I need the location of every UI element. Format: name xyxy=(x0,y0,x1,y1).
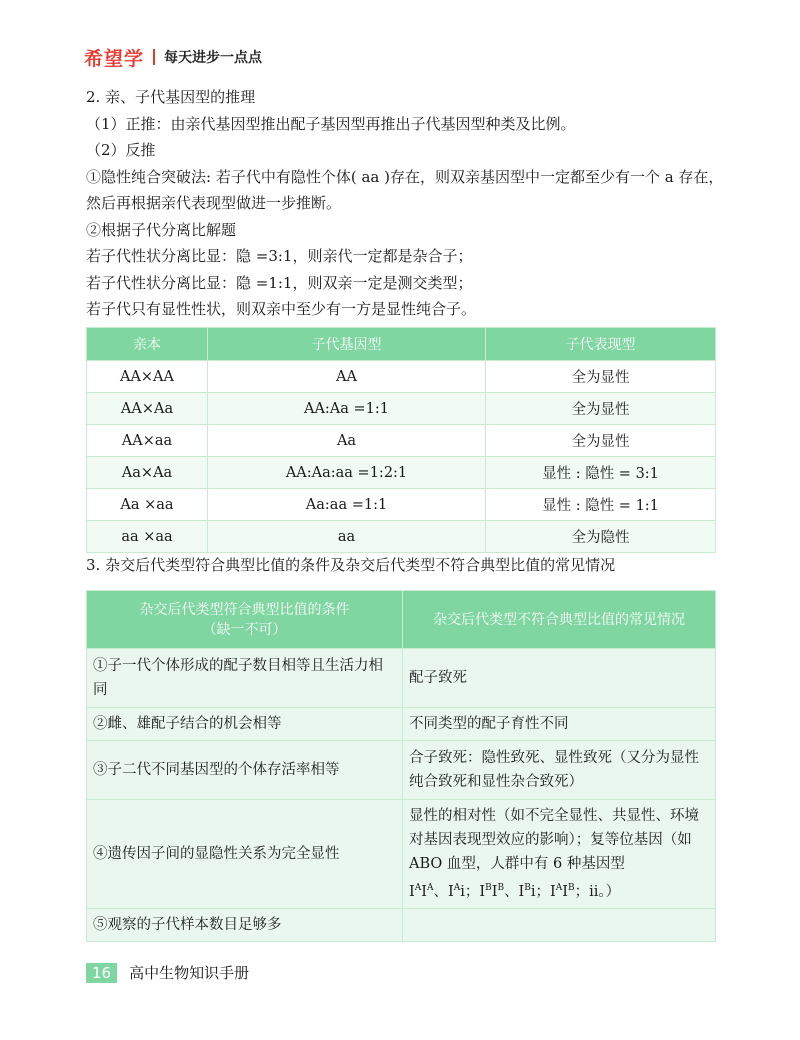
table-row xyxy=(87,800,716,909)
table-cell: 显性 : 隐性 = 3:1 xyxy=(486,457,716,489)
ratio-conditions-table xyxy=(86,590,716,942)
gene-allele: A xyxy=(426,883,434,894)
table-cell: 全为显性 xyxy=(486,425,716,457)
cell-text: 显性的相对性（如不完全显性、共显性、环境对基因表现型效应的影响）；复等位基因（如 ABO 血型，人群中有 6 种基因型 xyxy=(409,808,699,873)
table-cell: 全为显性 xyxy=(486,393,716,425)
table-cell: Aa:aa =1:1 xyxy=(208,489,486,521)
gene-allele: B xyxy=(524,883,531,894)
gene-allele: A xyxy=(453,883,461,894)
table-header: 子代基因型 xyxy=(208,328,486,361)
gene-symbol: I xyxy=(491,883,498,900)
table-cell xyxy=(403,800,716,909)
header-line: 杂交后代类型符合典型比值的条件 xyxy=(139,601,350,618)
table-row xyxy=(87,909,716,942)
page-number: 16 xyxy=(86,963,117,983)
page-footer xyxy=(86,962,249,983)
table-row xyxy=(87,741,716,800)
paragraph: 若子代性状分离比显：隐 =3:1，则亲代一定都是杂合子； xyxy=(86,247,473,265)
gene-symbol: I xyxy=(409,883,415,900)
paragraph: ②根据子代分离比解题 xyxy=(86,220,237,239)
paragraph: ①隐性纯合突破法: 若子代中有隐性个体( aa )存在，则双亲基因型中一定都至少有一个 a 存在， xyxy=(86,167,724,186)
table-cell: ⑤观察的子代样本数目足够多 xyxy=(87,909,403,942)
header-divider xyxy=(153,49,155,65)
table-row xyxy=(87,521,716,553)
page-header xyxy=(84,44,262,70)
table-cell: 全为隐性 xyxy=(486,521,716,553)
table-cell: AA×AA xyxy=(87,361,208,393)
paragraph: （1）正推：由亲代基因型推出配子基因型再推出子代基因型种类及比例。 xyxy=(86,114,576,133)
gene-symbol: 、I xyxy=(504,883,525,900)
header-line: （缺一不可） xyxy=(202,621,287,638)
gene-allele: B xyxy=(568,883,575,894)
table-cell xyxy=(403,909,716,942)
table-cell: AA×Aa xyxy=(87,393,208,425)
gene-symbol: i；I xyxy=(530,883,556,900)
table-row xyxy=(87,708,716,741)
table-row xyxy=(87,457,716,489)
table-row xyxy=(87,425,716,457)
gene-symbol: I xyxy=(562,883,569,900)
table-cell: Aa xyxy=(208,425,486,457)
table-cell: AA:Aa:aa =1:2:1 xyxy=(208,457,486,489)
section-2-heading: 2. 亲、子代基因型的推理 xyxy=(86,88,256,106)
genotype-table xyxy=(86,327,716,553)
table-cell: AA xyxy=(208,361,486,393)
table-row xyxy=(87,649,716,708)
table-cell: Aa ×aa xyxy=(87,489,208,521)
gene-symbol: I xyxy=(421,883,427,900)
section-2 xyxy=(86,84,726,323)
table-cell: ①子一代个体形成的配子数目相等且生活力相同 xyxy=(87,649,403,708)
table-cell: AA×aa xyxy=(87,425,208,457)
gene-allele: B xyxy=(497,883,505,894)
table-cell: 合子致死：隐性致死、显性致死（又分为显性纯合致死和显性杂合致死） xyxy=(403,741,716,800)
table-cell: aa xyxy=(208,521,486,553)
table-header: 子代表现型 xyxy=(486,328,716,361)
table-cell: AA:Aa =1:1 xyxy=(208,393,486,425)
paragraph: （2）反推 xyxy=(86,141,156,159)
table-header: 杂交后代类型不符合典型比值的常见情况 xyxy=(403,591,716,649)
brand-logo: 希望学 xyxy=(84,47,145,70)
table-cell: ③子二代不同基因型的个体存活率相等 xyxy=(87,741,403,800)
slogan: 每天进步一点点 xyxy=(164,50,263,66)
gene-allele: A xyxy=(414,883,422,894)
table-cell: 配子致死 xyxy=(403,649,716,708)
table-cell: 不同类型的配子育性不同 xyxy=(403,708,716,741)
table-row xyxy=(87,393,716,425)
gene-symbol: 、I xyxy=(433,883,454,900)
table-cell: 显性 : 隐性 = 1:1 xyxy=(486,489,716,521)
gene-symbol: i；I xyxy=(460,883,486,900)
section-3-heading: 3. 杂交后代类型符合典型比值的条件及杂交后代类型不符合典型比值的常见情况 xyxy=(86,556,616,574)
table-cell: 全为显性 xyxy=(486,361,716,393)
table-cell: ②雌、雄配子结合的机会相等 xyxy=(87,708,403,741)
gene-symbol: ；ii。） xyxy=(574,883,621,900)
paragraph: 然后再根据亲代表现型做进一步推断。 xyxy=(86,194,342,212)
paragraph: 若子代只有显性性状，则双亲中至少有一方是显性纯合子。 xyxy=(86,300,477,318)
gene-allele: A xyxy=(555,883,563,894)
genotype-list xyxy=(409,884,620,900)
table-header xyxy=(87,591,403,649)
book-title: 高中生物知识手册 xyxy=(129,964,250,982)
table-row xyxy=(87,489,716,521)
table-cell: ④遗传因子间的显隐性关系为完全显性 xyxy=(87,800,403,909)
table-header: 亲本 xyxy=(87,328,208,361)
table-cell: aa ×aa xyxy=(87,521,208,553)
paragraph: 若子代性状分离比显：隐 =1:1，则双亲一定是测交类型； xyxy=(86,273,473,292)
table-cell: Aa×Aa xyxy=(87,457,208,489)
table-row xyxy=(87,361,716,393)
gene-allele: B xyxy=(485,883,492,894)
